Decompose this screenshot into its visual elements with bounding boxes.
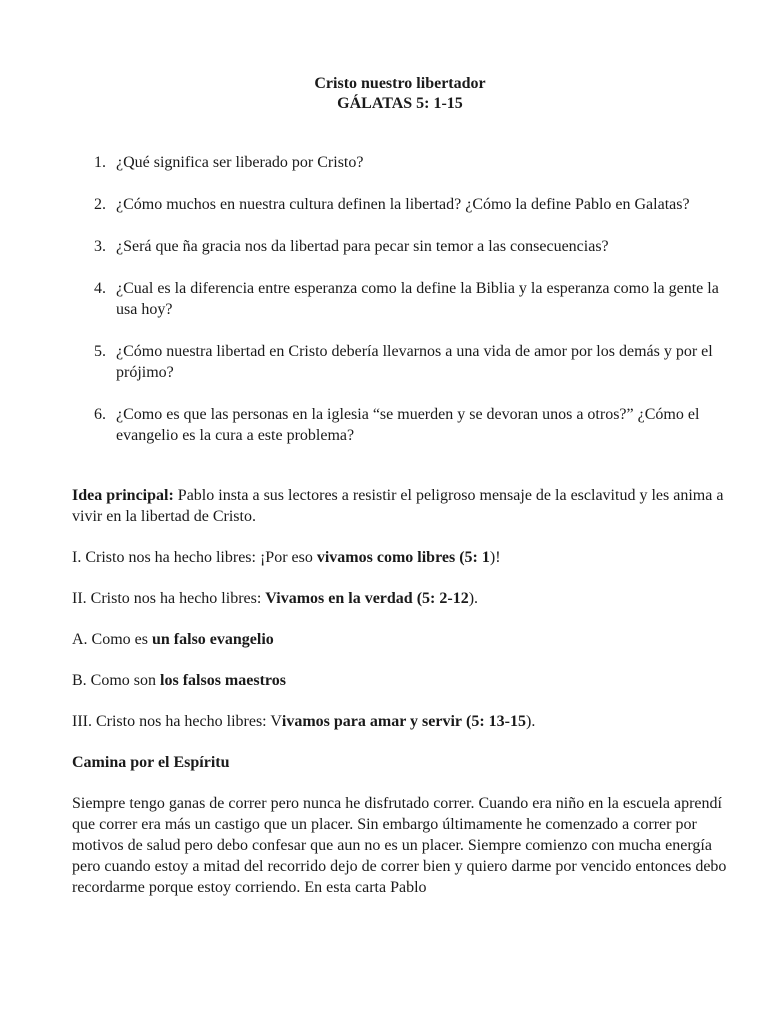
list-item-number: 2. <box>94 196 106 213</box>
list-item-number: 6. <box>94 406 106 423</box>
main-idea-label: Idea principal: <box>72 487 174 504</box>
outline-text: ). <box>526 713 536 730</box>
outline-text: II. Cristo nos ha hecho libres: <box>72 590 266 607</box>
outline-emphasis: ivamos para amar y servir <box>281 713 463 730</box>
list-item-text: ¿Será que ña gracia nos da libertad para pecar sin temor a las consecuencias? <box>116 238 609 255</box>
main-idea-text: Pablo insta a sus lectores a resistir el peligroso mensaje de la esclavitud y les anima a vivir en la libertad de Cristo. <box>72 487 724 525</box>
outline-point-1 <box>72 547 732 568</box>
list-item-text: ¿Qué significa ser liberado por Cristo? <box>116 154 364 171</box>
list-item-text: ¿Cómo nuestra libertad en Cristo debería llevarnos a una vida de amor por los demás y por el prójimo? <box>116 343 713 381</box>
question-list <box>72 152 732 446</box>
list-item-number: 4. <box>94 280 106 297</box>
list-item-text: ¿Como es que las personas en la iglesia “se muerden y se devoran unos a otros?” ¿Cómo el evangelio es la cura a este problema? <box>116 406 700 444</box>
outline-emphasis: un falso evangelio <box>152 631 274 648</box>
list-item <box>72 236 732 257</box>
list-item-text: ¿Cual es la diferencia entre esperanza como la define la Biblia y la esperanza como la gente la usa hoy? <box>116 280 719 318</box>
document-subtitle: GÁLATAS 5: 1-15 <box>337 95 463 112</box>
list-item <box>72 404 732 446</box>
outline-reference: (5: 2-12 <box>416 590 469 607</box>
outline-text: I. Cristo nos ha hecho libres: ¡Por eso <box>72 549 317 566</box>
list-item <box>72 152 732 173</box>
outline-subpoint-b <box>72 670 732 691</box>
outline-point-3 <box>72 711 732 732</box>
list-item-number: 1. <box>94 154 106 171</box>
section-heading: Camina por el Espíritu <box>72 754 230 771</box>
list-item-number: 5. <box>94 343 106 360</box>
main-idea-paragraph <box>72 485 732 527</box>
list-item <box>72 278 732 320</box>
outline-text: )! <box>489 549 501 566</box>
outline-text: ). <box>468 590 479 607</box>
outline-subpoint-a <box>72 629 732 650</box>
body-paragraph: Siempre tengo ganas de correr pero nunca he disfrutado correr. Cuando era niño en la escuela aprendí que correr era más un castigo que un placer. Sin embargo últimamente he comenzado a correr por motivos de salud pero debo confesar que aun no es un placer. Siempre comienzo con mucha energía pero cuando estoy a mitad del recorrido dejo de correr bien y quiero darme por vencido entonces debo recordarme porque estoy corriendo. En esta carta Pablo <box>72 795 727 896</box>
document-page <box>72 74 732 898</box>
outline-emphasis: Vivamos en la verdad <box>265 590 413 607</box>
outline-text: III. Cristo nos ha hecho libres: V <box>72 713 282 730</box>
document-title: Cristo nuestro libertador <box>314 75 486 92</box>
outline-emphasis: vivamos como libres <box>316 549 456 566</box>
list-item <box>72 341 732 383</box>
list-item <box>72 194 732 215</box>
title-block <box>68 74 732 114</box>
outline-point-2 <box>72 588 732 609</box>
list-item-number: 3. <box>94 238 106 255</box>
list-item-text: ¿Cómo muchos en nuestra cultura definen la libertad? ¿Cómo la define Pablo en Galatas? <box>116 196 690 213</box>
outline-emphasis: los falsos maestros <box>160 672 286 689</box>
outline-text: A. Como es <box>72 631 152 648</box>
outline-reference: (5: 13-15 <box>466 713 526 730</box>
outline-reference: (5: 1 <box>459 549 490 566</box>
outline-text: B. Como son <box>72 672 161 689</box>
